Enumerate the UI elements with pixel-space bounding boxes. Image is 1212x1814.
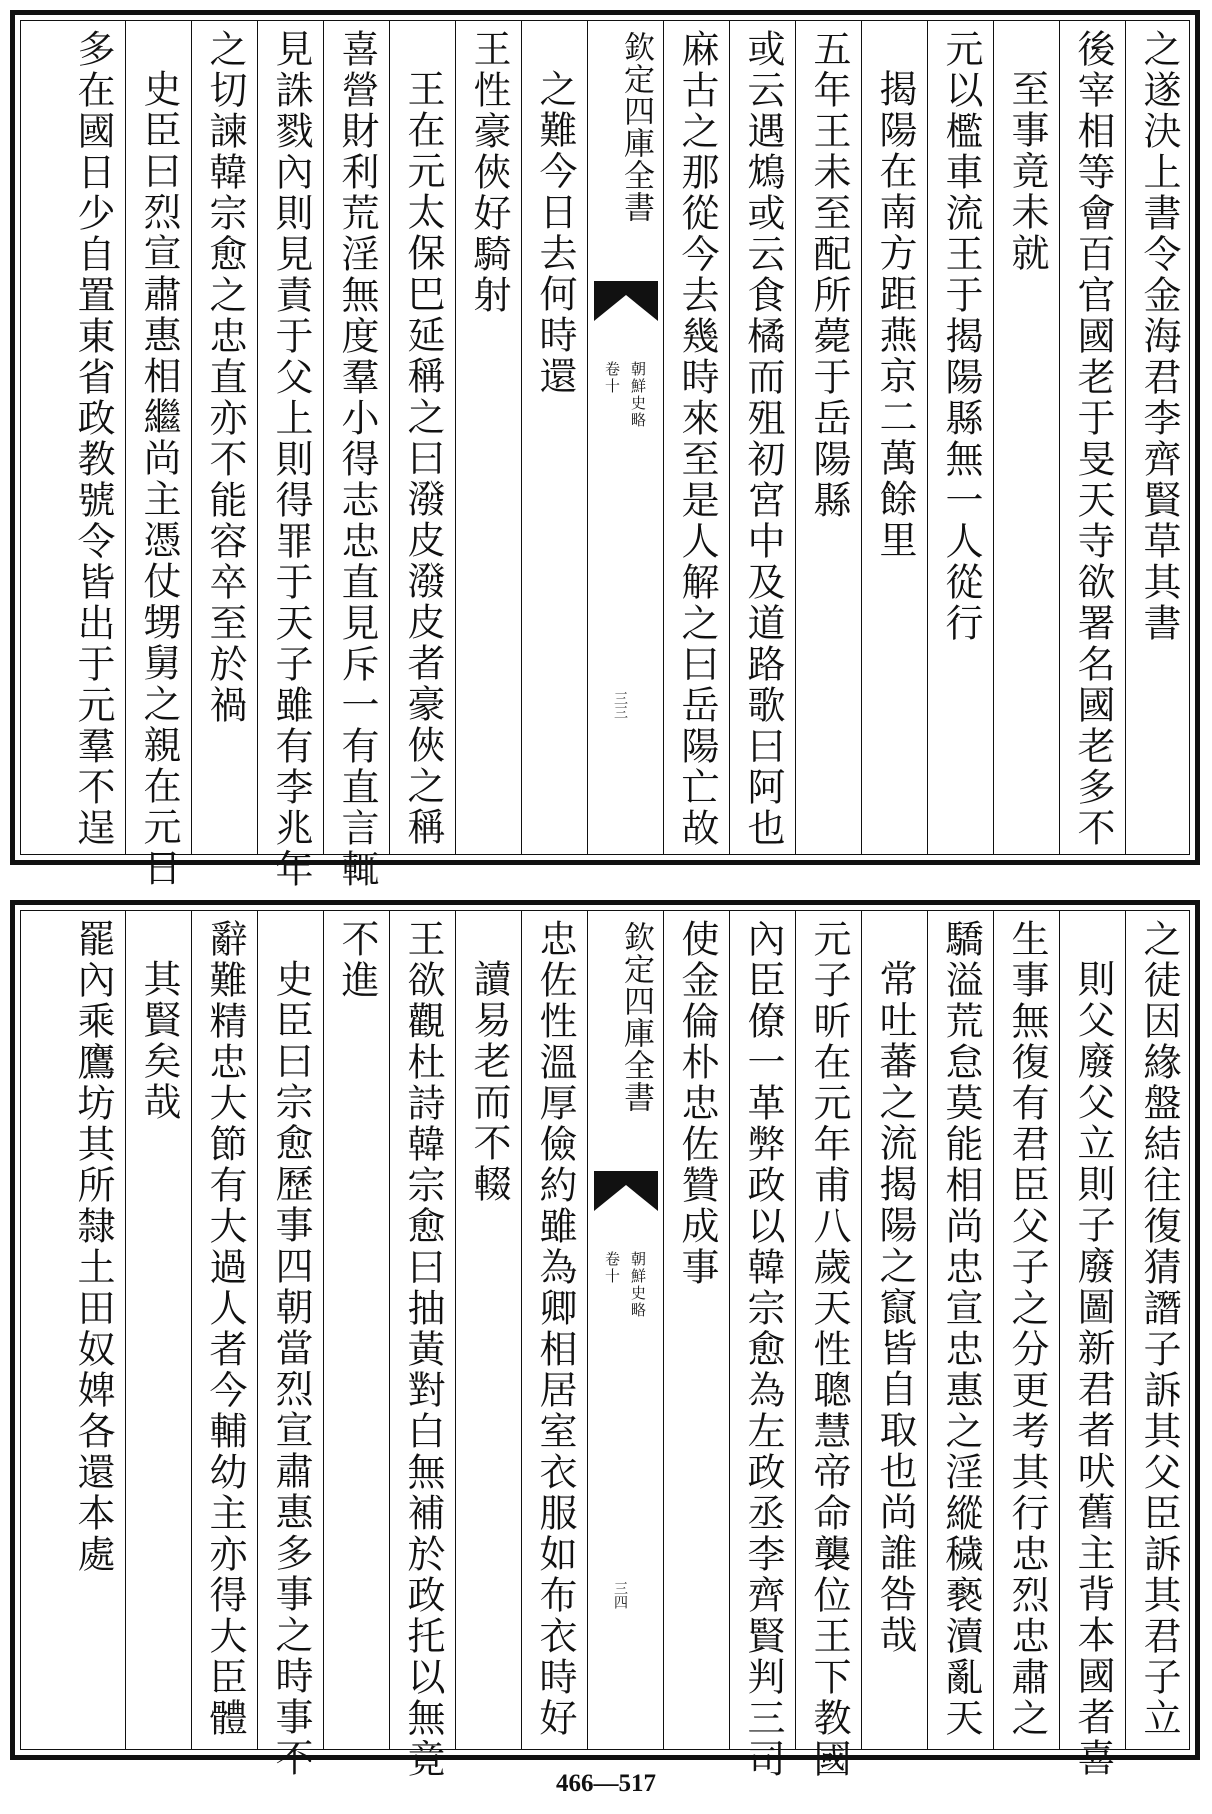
fish-tail-mark-icon [594,1171,658,1211]
text-column [521,21,587,854]
page-footer-number: 466—517 [556,1770,656,1797]
column-text: 忠佐性溫厚儉約雖為卿相居室衣服如布衣時好 [533,919,577,1739]
column-text: 則父廢父立則子廢圖新君者吠舊主背本國者喜 [1071,959,1115,1779]
center-strip [587,21,663,854]
page-number: 三四 [612,1581,628,1609]
text-column [861,21,927,854]
column-text: 後宰相等會百官國老于旻天寺欲署名國老多不 [1071,29,1115,849]
column-text: 王性豪俠好騎射 [467,29,511,316]
column-text: 五年王未至配所薨于岳陽縣 [807,29,851,521]
column-text: 之徒因緣盤結往復猜譖子訴其父臣訴其君子立 [1137,919,1181,1739]
column-text: 辭難精忠大節有大過人者今輔幼主亦得大臣體 [203,919,247,1739]
column-text: 見誅戮內則見責于父上則得罪于天子雖有李兆年 [269,29,313,890]
column-text: 罷內乘鷹坊其所隸土田奴婢各還本處 [71,919,115,1575]
top-page-frame [20,20,1190,890]
column-text: 麻古之那從今去幾時來至是人解之曰岳陽亡故 [675,29,719,849]
column-text: 元子昕在元年甫八歲天性聰慧帝命襲位王下教國 [807,919,851,1780]
bottom-page [10,900,1200,1780]
text-column [455,21,521,854]
text-column [323,911,389,1749]
collection-heading: 欽定四庫全書 [618,921,654,1113]
text-column [729,21,795,854]
bottom-page-frame [20,910,1190,1780]
column-text: 之切諫韓宗愈之忠直亦不能容卒至於禍 [203,29,247,726]
text-column [927,21,993,854]
text-column [663,911,729,1749]
page-number: 三三 [612,691,628,719]
column-text: 或云遇鴆或云食橘而殂初宮中及道路歌曰阿也 [741,29,785,849]
text-column [1125,21,1191,854]
text-column [389,911,455,1780]
text-column [59,911,125,1749]
column-text: 使金倫朴忠佐贊成事 [675,919,719,1288]
column-text: 史臣曰宗愈歷事四朝當烈宣肅惠多事之時事不 [269,959,313,1779]
text-column [795,911,861,1780]
column-text: 多在國日少自置東省政教號令皆出于元羣不逞 [71,29,115,849]
book-title: 朝鮮史略 [629,361,647,429]
text-column [125,911,191,1749]
book-title: 朝鮮史略 [629,1251,647,1319]
text-column [861,911,927,1749]
column-text: 史臣曰烈宣肅惠相繼尚主憑仗甥舅之親在元日 [137,69,181,889]
column-text: 生事無復有君臣父子之分更考其行忠烈忠肅之 [1005,919,1049,1739]
text-column [663,21,729,854]
column-text: 之遂決上書令金海君李齊賢草其書 [1137,29,1181,644]
text-column [323,21,389,890]
column-text: 王欲觀杜詩韓宗愈曰抽黃對白無補於政托以無竟 [401,919,445,1780]
column-text: 不進 [335,919,379,1001]
column-text: 驕溢荒怠莫能相尚忠宣忠惠之淫縱穢褻瀆亂天 [939,919,983,1739]
text-column [729,911,795,1780]
collection-heading: 欽定四庫全書 [618,31,654,223]
text-column [455,911,521,1749]
text-column [795,21,861,854]
text-column [1125,911,1191,1749]
text-column [191,911,257,1749]
text-column [993,911,1059,1749]
center-strip [587,911,663,1749]
text-column [993,21,1059,854]
volume-label: 卷十 [603,361,621,395]
column-text: 內臣僚一革弊政以韓宗愈為左政丞李齊賢判三司 [741,919,785,1780]
column-text: 元以檻車流王于揭陽縣無一人從行 [939,29,983,644]
text-column [1059,911,1125,1779]
column-text: 其賢矣哉 [137,959,181,1123]
column-text: 王在元太保巴延稱之曰潑皮潑皮者豪俠之稱 [401,69,445,848]
fish-tail-mark-icon [594,281,658,321]
column-text: 至事竟未就 [1005,69,1049,274]
column-text: 常吐蕃之流揭陽之竄皆自取也尚誰咎哉 [873,959,917,1656]
top-page [10,10,1200,890]
text-column [389,21,455,854]
text-column [257,21,323,890]
text-column [521,911,587,1749]
column-text: 讀易老而不輟 [467,959,511,1205]
column-text: 揭陽在南方距燕京二萬餘里 [873,69,917,561]
text-column [257,911,323,1779]
text-column [1059,21,1125,854]
column-text: 喜營財利荒淫無度羣小得志忠直見斥一有直言輒 [335,29,379,890]
volume-label: 卷十 [603,1251,621,1285]
text-column [927,911,993,1749]
text-column [125,21,191,889]
text-column [191,21,257,854]
column-text: 之難今日去何時還 [533,69,577,397]
text-column [59,21,125,854]
